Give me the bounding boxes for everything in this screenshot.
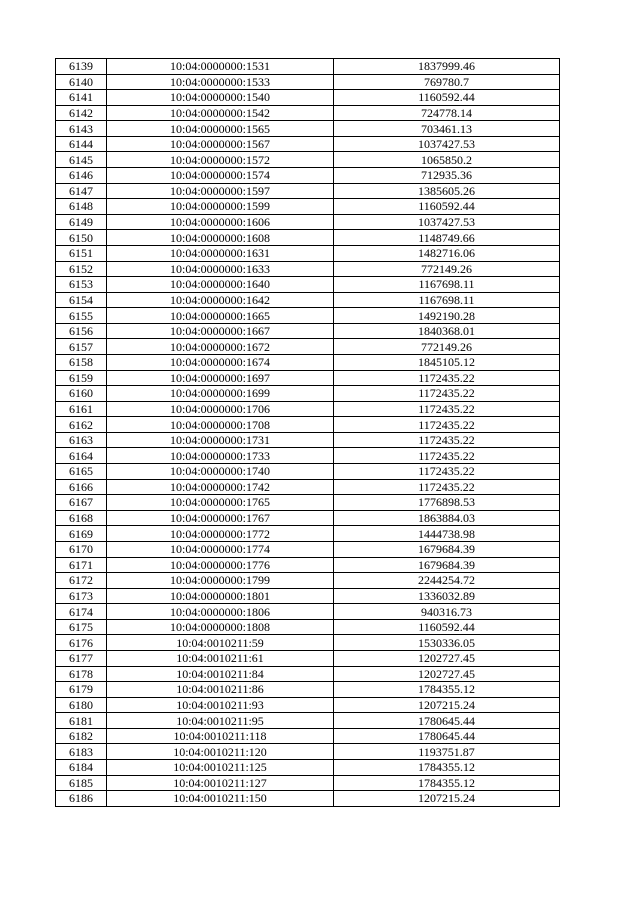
value-cell: 1845105.12 <box>334 354 560 370</box>
value-cell: 1784355.12 <box>334 775 560 791</box>
table-row <box>56 650 560 666</box>
cadastral-number-cell: 10:04:0010211:127 <box>107 775 334 791</box>
value-cell: 1160592.44 <box>334 619 560 635</box>
row-number-cell: 6144 <box>56 136 107 152</box>
value-cell: 769780.7 <box>334 74 560 90</box>
value-cell: 940316.73 <box>334 604 560 620</box>
row-number-cell: 6167 <box>56 495 107 511</box>
row-number-cell: 6153 <box>56 277 107 293</box>
value-cell: 712935.36 <box>334 168 560 184</box>
row-number-cell: 6160 <box>56 386 107 402</box>
table-row <box>56 479 560 495</box>
value-cell: 1863884.03 <box>334 510 560 526</box>
table-row <box>56 214 560 230</box>
value-cell: 703461.13 <box>334 121 560 137</box>
value-cell: 1193751.87 <box>334 744 560 760</box>
cadastral-number-cell: 10:04:0000000:1697 <box>107 370 334 386</box>
table-row <box>56 277 560 293</box>
row-number-cell: 6155 <box>56 308 107 324</box>
value-cell: 2244254.72 <box>334 573 560 589</box>
row-number-cell: 6164 <box>56 448 107 464</box>
row-number-cell: 6140 <box>56 74 107 90</box>
row-number-cell: 6177 <box>56 650 107 666</box>
table-row <box>56 682 560 698</box>
row-number-cell: 6146 <box>56 168 107 184</box>
row-number-cell: 6185 <box>56 775 107 791</box>
row-number-cell: 6145 <box>56 152 107 168</box>
table-row <box>56 261 560 277</box>
value-cell: 1482716.06 <box>334 245 560 261</box>
cadastral-number-cell: 10:04:0000000:1633 <box>107 261 334 277</box>
table-row <box>56 74 560 90</box>
table-row <box>56 432 560 448</box>
value-cell: 1679684.39 <box>334 557 560 573</box>
value-cell: 1172435.22 <box>334 417 560 433</box>
table-row <box>56 386 560 402</box>
row-number-cell: 6158 <box>56 354 107 370</box>
cadastral-number-cell: 10:04:0000000:1772 <box>107 526 334 542</box>
table-row <box>56 136 560 152</box>
value-cell: 1172435.22 <box>334 448 560 464</box>
table-row <box>56 744 560 760</box>
value-cell: 772149.26 <box>334 339 560 355</box>
value-cell: 772149.26 <box>334 261 560 277</box>
table-row <box>56 230 560 246</box>
cadastral-number-cell: 10:04:0010211:125 <box>107 760 334 776</box>
cadastral-number-cell: 10:04:0000000:1806 <box>107 604 334 620</box>
row-number-cell: 6142 <box>56 105 107 121</box>
value-cell: 1336032.89 <box>334 588 560 604</box>
cadastral-number-cell: 10:04:0000000:1631 <box>107 245 334 261</box>
table-row <box>56 183 560 199</box>
value-cell: 1207215.24 <box>334 697 560 713</box>
row-number-cell: 6168 <box>56 510 107 526</box>
value-cell: 1065850.2 <box>334 152 560 168</box>
cadastral-number-cell: 10:04:0000000:1606 <box>107 214 334 230</box>
cadastral-number-cell: 10:04:0000000:1599 <box>107 199 334 215</box>
table-row <box>56 339 560 355</box>
table-row <box>56 713 560 729</box>
row-number-cell: 6163 <box>56 432 107 448</box>
row-number-cell: 6156 <box>56 323 107 339</box>
row-number-cell: 6148 <box>56 199 107 215</box>
cadastral-number-cell: 10:04:0000000:1531 <box>107 59 334 75</box>
table-row <box>56 635 560 651</box>
cadastral-number-cell: 10:04:0000000:1799 <box>107 573 334 589</box>
row-number-cell: 6175 <box>56 619 107 635</box>
cadastral-number-cell: 10:04:0000000:1597 <box>107 183 334 199</box>
cadastral-number-cell: 10:04:0000000:1608 <box>107 230 334 246</box>
cadastral-number-cell: 10:04:0000000:1542 <box>107 105 334 121</box>
value-cell: 1202727.45 <box>334 650 560 666</box>
value-cell: 1784355.12 <box>334 682 560 698</box>
table-row <box>56 401 560 417</box>
row-number-cell: 6178 <box>56 666 107 682</box>
table-row <box>56 105 560 121</box>
cadastral-number-cell: 10:04:0000000:1731 <box>107 432 334 448</box>
value-cell: 1837999.46 <box>334 59 560 75</box>
row-number-cell: 6179 <box>56 682 107 698</box>
table-row <box>56 199 560 215</box>
table-row <box>56 557 560 573</box>
table-row <box>56 245 560 261</box>
value-cell: 1207215.24 <box>334 791 560 807</box>
cadastral-number-cell: 10:04:0000000:1808 <box>107 619 334 635</box>
value-cell: 1037427.53 <box>334 214 560 230</box>
table-row <box>56 417 560 433</box>
value-cell: 1167698.11 <box>334 277 560 293</box>
cadastral-number-cell: 10:04:0000000:1672 <box>107 339 334 355</box>
cadastral-number-cell: 10:04:0000000:1733 <box>107 448 334 464</box>
cadastral-number-cell: 10:04:0010211:120 <box>107 744 334 760</box>
row-number-cell: 6166 <box>56 479 107 495</box>
table-row <box>56 604 560 620</box>
cadastral-number-cell: 10:04:0000000:1665 <box>107 308 334 324</box>
table-row <box>56 90 560 106</box>
value-cell: 1530336.05 <box>334 635 560 651</box>
cadastral-number-cell: 10:04:0000000:1574 <box>107 168 334 184</box>
value-cell: 1780645.44 <box>334 728 560 744</box>
row-number-cell: 6169 <box>56 526 107 542</box>
value-cell: 1840368.01 <box>334 323 560 339</box>
table-row <box>56 666 560 682</box>
row-number-cell: 6176 <box>56 635 107 651</box>
row-number-cell: 6150 <box>56 230 107 246</box>
value-cell: 1172435.22 <box>334 401 560 417</box>
cadastral-number-cell: 10:04:0000000:1767 <box>107 510 334 526</box>
value-cell: 1172435.22 <box>334 386 560 402</box>
cadastral-number-cell: 10:04:0010211:150 <box>107 791 334 807</box>
table-row <box>56 370 560 386</box>
row-number-cell: 6165 <box>56 464 107 480</box>
row-number-cell: 6157 <box>56 339 107 355</box>
table-row <box>56 152 560 168</box>
value-cell: 1385605.26 <box>334 183 560 199</box>
cadastral-number-cell: 10:04:0000000:1667 <box>107 323 334 339</box>
cadastral-number-cell: 10:04:0010211:95 <box>107 713 334 729</box>
table-row <box>56 697 560 713</box>
table-row <box>56 121 560 137</box>
table-row <box>56 510 560 526</box>
row-number-cell: 6181 <box>56 713 107 729</box>
value-cell: 1172435.22 <box>334 464 560 480</box>
row-number-cell: 6159 <box>56 370 107 386</box>
table-row <box>56 308 560 324</box>
cadastral-number-cell: 10:04:0000000:1774 <box>107 541 334 557</box>
table-row <box>56 354 560 370</box>
cadastral-number-cell: 10:04:0010211:118 <box>107 728 334 744</box>
value-cell: 724778.14 <box>334 105 560 121</box>
row-number-cell: 6180 <box>56 697 107 713</box>
cadastral-number-cell: 10:04:0000000:1742 <box>107 479 334 495</box>
cadastral-number-cell: 10:04:0000000:1706 <box>107 401 334 417</box>
row-number-cell: 6186 <box>56 791 107 807</box>
cadastral-number-cell: 10:04:0010211:93 <box>107 697 334 713</box>
value-cell: 1160592.44 <box>334 199 560 215</box>
cadastral-number-cell: 10:04:0000000:1640 <box>107 277 334 293</box>
cadastral-number-cell: 10:04:0000000:1708 <box>107 417 334 433</box>
table-row <box>56 791 560 807</box>
row-number-cell: 6139 <box>56 59 107 75</box>
value-cell: 1776898.53 <box>334 495 560 511</box>
row-number-cell: 6183 <box>56 744 107 760</box>
row-number-cell: 6184 <box>56 760 107 776</box>
table-row <box>56 168 560 184</box>
value-cell: 1172435.22 <box>334 432 560 448</box>
row-number-cell: 6174 <box>56 604 107 620</box>
cadastral-number-cell: 10:04:0000000:1642 <box>107 292 334 308</box>
table-row <box>56 728 560 744</box>
value-cell: 1160592.44 <box>334 90 560 106</box>
row-number-cell: 6151 <box>56 245 107 261</box>
table-row <box>56 573 560 589</box>
value-cell: 1444738.98 <box>334 526 560 542</box>
value-cell: 1148749.66 <box>334 230 560 246</box>
value-cell: 1167698.11 <box>334 292 560 308</box>
cadastral-number-cell: 10:04:0000000:1540 <box>107 90 334 106</box>
row-number-cell: 6170 <box>56 541 107 557</box>
row-number-cell: 6173 <box>56 588 107 604</box>
row-number-cell: 6154 <box>56 292 107 308</box>
table-row <box>56 464 560 480</box>
table-row <box>56 59 560 75</box>
cadastral-value-table <box>55 58 560 807</box>
row-number-cell: 6147 <box>56 183 107 199</box>
table-row <box>56 588 560 604</box>
value-cell: 1679684.39 <box>334 541 560 557</box>
value-cell: 1037427.53 <box>334 136 560 152</box>
table-row <box>56 292 560 308</box>
table-body <box>56 59 560 807</box>
row-number-cell: 6162 <box>56 417 107 433</box>
value-cell: 1492190.28 <box>334 308 560 324</box>
table-row <box>56 775 560 791</box>
value-cell: 1784355.12 <box>334 760 560 776</box>
table-row <box>56 448 560 464</box>
value-cell: 1780645.44 <box>334 713 560 729</box>
cadastral-number-cell: 10:04:0000000:1572 <box>107 152 334 168</box>
value-cell: 1172435.22 <box>334 370 560 386</box>
cadastral-number-cell: 10:04:0000000:1801 <box>107 588 334 604</box>
table-row <box>56 526 560 542</box>
cadastral-number-cell: 10:04:0010211:84 <box>107 666 334 682</box>
cadastral-number-cell: 10:04:0000000:1567 <box>107 136 334 152</box>
row-number-cell: 6149 <box>56 214 107 230</box>
cadastral-number-cell: 10:04:0010211:61 <box>107 650 334 666</box>
value-cell: 1172435.22 <box>334 479 560 495</box>
row-number-cell: 6141 <box>56 90 107 106</box>
row-number-cell: 6172 <box>56 573 107 589</box>
cadastral-number-cell: 10:04:0010211:86 <box>107 682 334 698</box>
row-number-cell: 6152 <box>56 261 107 277</box>
cadastral-number-cell: 10:04:0010211:59 <box>107 635 334 651</box>
row-number-cell: 6143 <box>56 121 107 137</box>
cadastral-number-cell: 10:04:0000000:1776 <box>107 557 334 573</box>
cadastral-number-cell: 10:04:0000000:1533 <box>107 74 334 90</box>
value-cell: 1202727.45 <box>334 666 560 682</box>
cadastral-number-cell: 10:04:0000000:1740 <box>107 464 334 480</box>
row-number-cell: 6161 <box>56 401 107 417</box>
table-row <box>56 619 560 635</box>
cadastral-number-cell: 10:04:0000000:1765 <box>107 495 334 511</box>
cadastral-number-cell: 10:04:0000000:1565 <box>107 121 334 137</box>
cadastral-number-cell: 10:04:0000000:1699 <box>107 386 334 402</box>
row-number-cell: 6171 <box>56 557 107 573</box>
table-row <box>56 760 560 776</box>
table-row <box>56 541 560 557</box>
cadastral-number-cell: 10:04:0000000:1674 <box>107 354 334 370</box>
table-row <box>56 495 560 511</box>
table-row <box>56 323 560 339</box>
row-number-cell: 6182 <box>56 728 107 744</box>
